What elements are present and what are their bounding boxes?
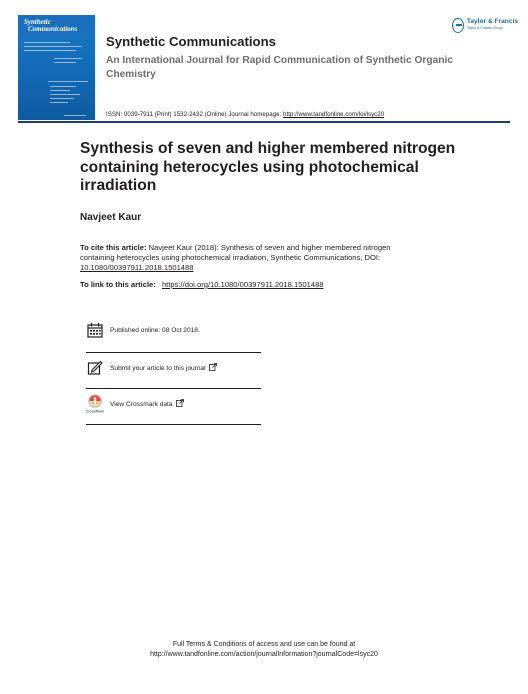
cover-decoration — [24, 46, 82, 47]
submit-article-text: Submit your article to this journal — [110, 364, 206, 372]
cover-title-line1: Synthetic — [24, 18, 51, 26]
link-label: To link to this article: — [80, 280, 156, 289]
crossmark-badge-label: CrossMark — [86, 409, 104, 414]
calendar-icon — [86, 321, 104, 339]
journal-homepage-link[interactable]: http://www.tandfonline.com/loi/lsyc20 — [283, 111, 385, 118]
citation-doi-link[interactable]: 10.1080/00397911.2018.1501488 — [80, 263, 194, 272]
info-divider — [86, 388, 261, 389]
article-author: Navjeet Kaur — [80, 212, 142, 223]
published-online-text: Published online: 08 Oct 2018. — [110, 326, 200, 334]
publisher-name: Taylor & Francis — [466, 18, 518, 26]
publisher-logo[interactable] — [452, 14, 518, 36]
cover-decoration — [54, 58, 82, 59]
article-title: Synthesis of seven and higher membered nitrogen containing heterocycles using photochemical irradiation — [80, 140, 456, 194]
cover-decoration — [64, 115, 86, 116]
cover-decoration — [54, 62, 76, 63]
external-link-icon — [209, 363, 217, 373]
issn-text: ISSN: 0039-7911 (Print) 1532-2432 (Online) Journal homepage: — [106, 111, 282, 118]
crossmark-text: View Crossmark data — [110, 400, 173, 408]
cover-title-line2: Communications — [28, 25, 78, 33]
terms-text: Full Terms & Conditions of access and use can be found at — [172, 641, 356, 648]
journal-cover-image[interactable] — [18, 15, 95, 120]
journal-title[interactable]: Synthetic Communications — [106, 34, 276, 49]
edit-document-icon — [86, 359, 104, 377]
cover-decoration — [48, 81, 88, 108]
crossmark-link[interactable] — [86, 393, 261, 415]
terms-link[interactable]: http://www.tandfonline.com/action/journalInformation?journalCode=lsyc20 — [150, 650, 378, 658]
published-online-row — [86, 319, 261, 341]
cover-title — [24, 19, 92, 33]
journal-subtitle: An International Journal for Rapid Communication of Synthetic Organic Chemistry — [106, 55, 453, 80]
citation-text: Navjeet Kaur (2018): Synthesis of seven and higher membered nitrogen containing heterocycles using photochemical irradiation, Synthetic Communications, DOI: — [80, 243, 391, 262]
publisher-tagline: Taylor & Francis Group — [466, 26, 503, 31]
info-divider — [86, 352, 261, 353]
submit-article-link[interactable] — [86, 357, 261, 379]
crossmark-icon — [86, 395, 104, 413]
header-divider — [18, 121, 510, 123]
terms-footer — [0, 640, 528, 659]
cover-decoration — [24, 42, 70, 43]
citation-label: To cite this article: — [80, 243, 147, 252]
cover-decoration — [24, 50, 76, 51]
external-link-icon — [176, 399, 184, 409]
info-divider — [86, 424, 261, 425]
citation-block — [80, 243, 420, 273]
issn-line — [106, 111, 384, 118]
article-link-line — [80, 280, 324, 289]
article-doi-link[interactable]: https://doi.org/10.1080/00397911.2018.1501488 — [161, 280, 324, 289]
taylor-francis-logo-icon — [452, 18, 464, 33]
